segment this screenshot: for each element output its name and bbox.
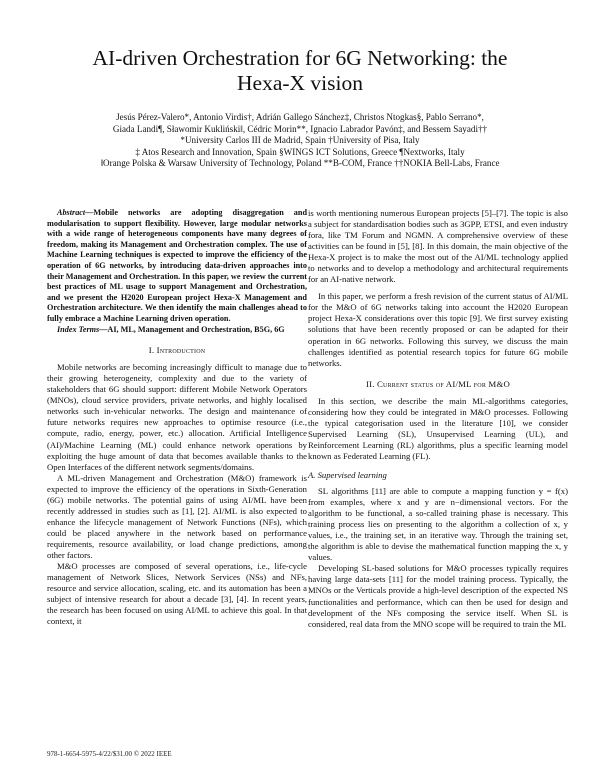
subsecA-paragraph-1: SL algorithms [11] are able to compute a mapping function y = f(x) from examples, where x and y are n−dimensional vectors. For the algorithm to be functional, a so-called training phase is necessary. This training process lies on presenting to the algorithm a collection of x, y values, i.e., the training set, in an iterative way. Through the training set, the algorithm is able to devise the mathematical function mapping the x, y values. xyxy=(308,486,568,563)
authors-line-2: Giada Landi¶, Sławomir Kukliński‖, Cédric Morin**, Ignacio Labrador Pavón‡, and Bessem Sayadi†† xyxy=(112,123,488,134)
abstract-label: Abstract xyxy=(57,208,86,217)
copyright-footer: 978-1-6654-5975-4/22/$31.00 © 2022 IEEE xyxy=(47,750,172,758)
author-block xyxy=(40,112,560,170)
section-heading-intro: I. Introduction xyxy=(148,345,206,356)
intro-paragraph-2: A ML-driven Management and Orchestration (M&O) framework is expected to improve the efficiency of the operations in Sixth-Generation (6G) mobile networks. The potential gains of using AI/ML have been recently addressed in studies such as [1], [2]. AI/ML is also expected to enhance the lifecycle management of Network Functions (NFs), which could be placed anywhere in the network based on performance requirements, resource availability, or load change predictions, among other factors. xyxy=(47,472,307,560)
title-line-1: AI-driven Orchestration for 6G Networking: the xyxy=(92,46,508,70)
subsection-heading-a: A. Supervised learning xyxy=(308,469,387,480)
right-paragraph-1: is worth mentioning numerous European projects [5]–[7]. The topic is also a subject for standardisation bodies such as 3GPP, ETSI, and even industry fora, like TM Forum and NGMN. A comprehensive overview of these activities can be found in [5], [8]. In this domain, the main objective of the Hexa-X project is to make the most out of the AI/ML technology applied to networks and to develop a methodology and architectural requirements for an AI-native network. xyxy=(308,208,568,285)
right-column xyxy=(308,208,568,630)
index-terms-text: —AI, ML, Management and Orchestration, B5G, 6G xyxy=(99,324,285,334)
index-terms xyxy=(47,325,307,336)
authors-line-1: Jesús Pérez-Valero*, Antonio Virdis†, Adrián Gallego Sánchez‡, Christos Ntogkas§, Pablo Serrano*, xyxy=(116,112,484,122)
subsecA-paragraph-2: Developing SL-based solutions for M&O processes typically requires having large data-sets [11] for the model training process. Typically, the MNOs or the Verticals provide a high-level description of the expected NS functionalities and performance, which can then be used for design and development of the NFs composing the service itself. When SL is considered, real data from the MNO scope will be required to train the ML xyxy=(308,563,568,629)
section-heading-2: II. Current status of AI/ML for M&O xyxy=(365,378,511,389)
intro-paragraph-3: M&O processes are composed of several operations, i.e., life-cycle management of Network Slices, Network Services (NSs) and NFs, resource and service allocation, scaling, etc. and its automation has been a subject of intensive research for about a decade [3], [4]. In recent years, the research has been focused on using AI/ML to achieve this goal. In that context, it xyxy=(47,561,307,627)
left-column xyxy=(47,208,307,627)
title-line-2: Hexa-X vision xyxy=(237,71,363,95)
index-terms-label: Index Terms xyxy=(57,324,100,334)
affiliation-line-3: ‖Orange Polska & Warsaw University of Technology, Poland **B-COM, France ††NOKIA Bell-Labs, France xyxy=(100,158,500,169)
affiliation-line-1: *University Carlos III de Madrid, Spain †University of Pisa, Italy xyxy=(180,135,420,146)
affiliation-line-2: ‡ Atos Research and Innovation, Spain §WINGS ICT Solutions, Greece ¶Nextworks, Italy xyxy=(135,146,465,157)
abstract xyxy=(47,208,307,325)
paper-title xyxy=(40,46,560,96)
intro-paragraph-1: Mobile networks are becoming increasingly difficult to manage due to their growing heterogeneity, complexity and due to the variety of stakeholders that 6G should support: different Mobile Network Operators (MNOs), cloud service providers, private networks, and highly localised networks such in-vehicular networks. The design and maintenance of future networks requires new approaches to optimise resource (i.e., compute, radio, energy, power, etc.) allocation. Artificial Intelligence (AI)/Machine Learning (ML) could enhance network operations by exploiting the huge amount of data that becomes available thanks to the Open Interfaces of the different network segments/domains. xyxy=(47,362,307,472)
abstract-text: —Mobile networks are adopting disaggregation and modularisation to support flexibility. However, large modular networks with a wide range of heterogeneous components have many degrees of freedom, making its Management and Orchestration complex. The use of Machine Learning techniques is expected to improve the efficiency of the operation of 6G networks, by introducing data-driven approaches into their Management and Orchestration. In this paper, we review the current best practices of ML usage to support Management and Orchestration, and we present the H2020 European project Hexa-X Management and Orchestration architecture. We then identify the main challenges ahead to fully embrace a Machine Learning driven operation. xyxy=(47,208,307,323)
sec2-paragraph-1: In this section, we describe the main ML-algorithms categories, considering how they could be integrated in M&O processes. Following the typical categorisation used in the literature [10], we consider Supervised Learning (SL), Unsupervised Learning (UL), and Reinforcement Learning (RL) algorithms, plus a specific learning model known as Federated Learning (FL). xyxy=(308,395,568,461)
right-paragraph-2: In this paper, we perform a fresh revision of the current status of AI/ML for the M&O of 6G networks taking into account the H2020 European project Hexa-X considerations over this topic [9]. We first survey existing solutions that have been recently proposed or can be adapted for their operation in 6G networks. Following this survey, we discuss the main challenges identified as potential research topics for future 6G mobile networks. xyxy=(308,291,568,368)
